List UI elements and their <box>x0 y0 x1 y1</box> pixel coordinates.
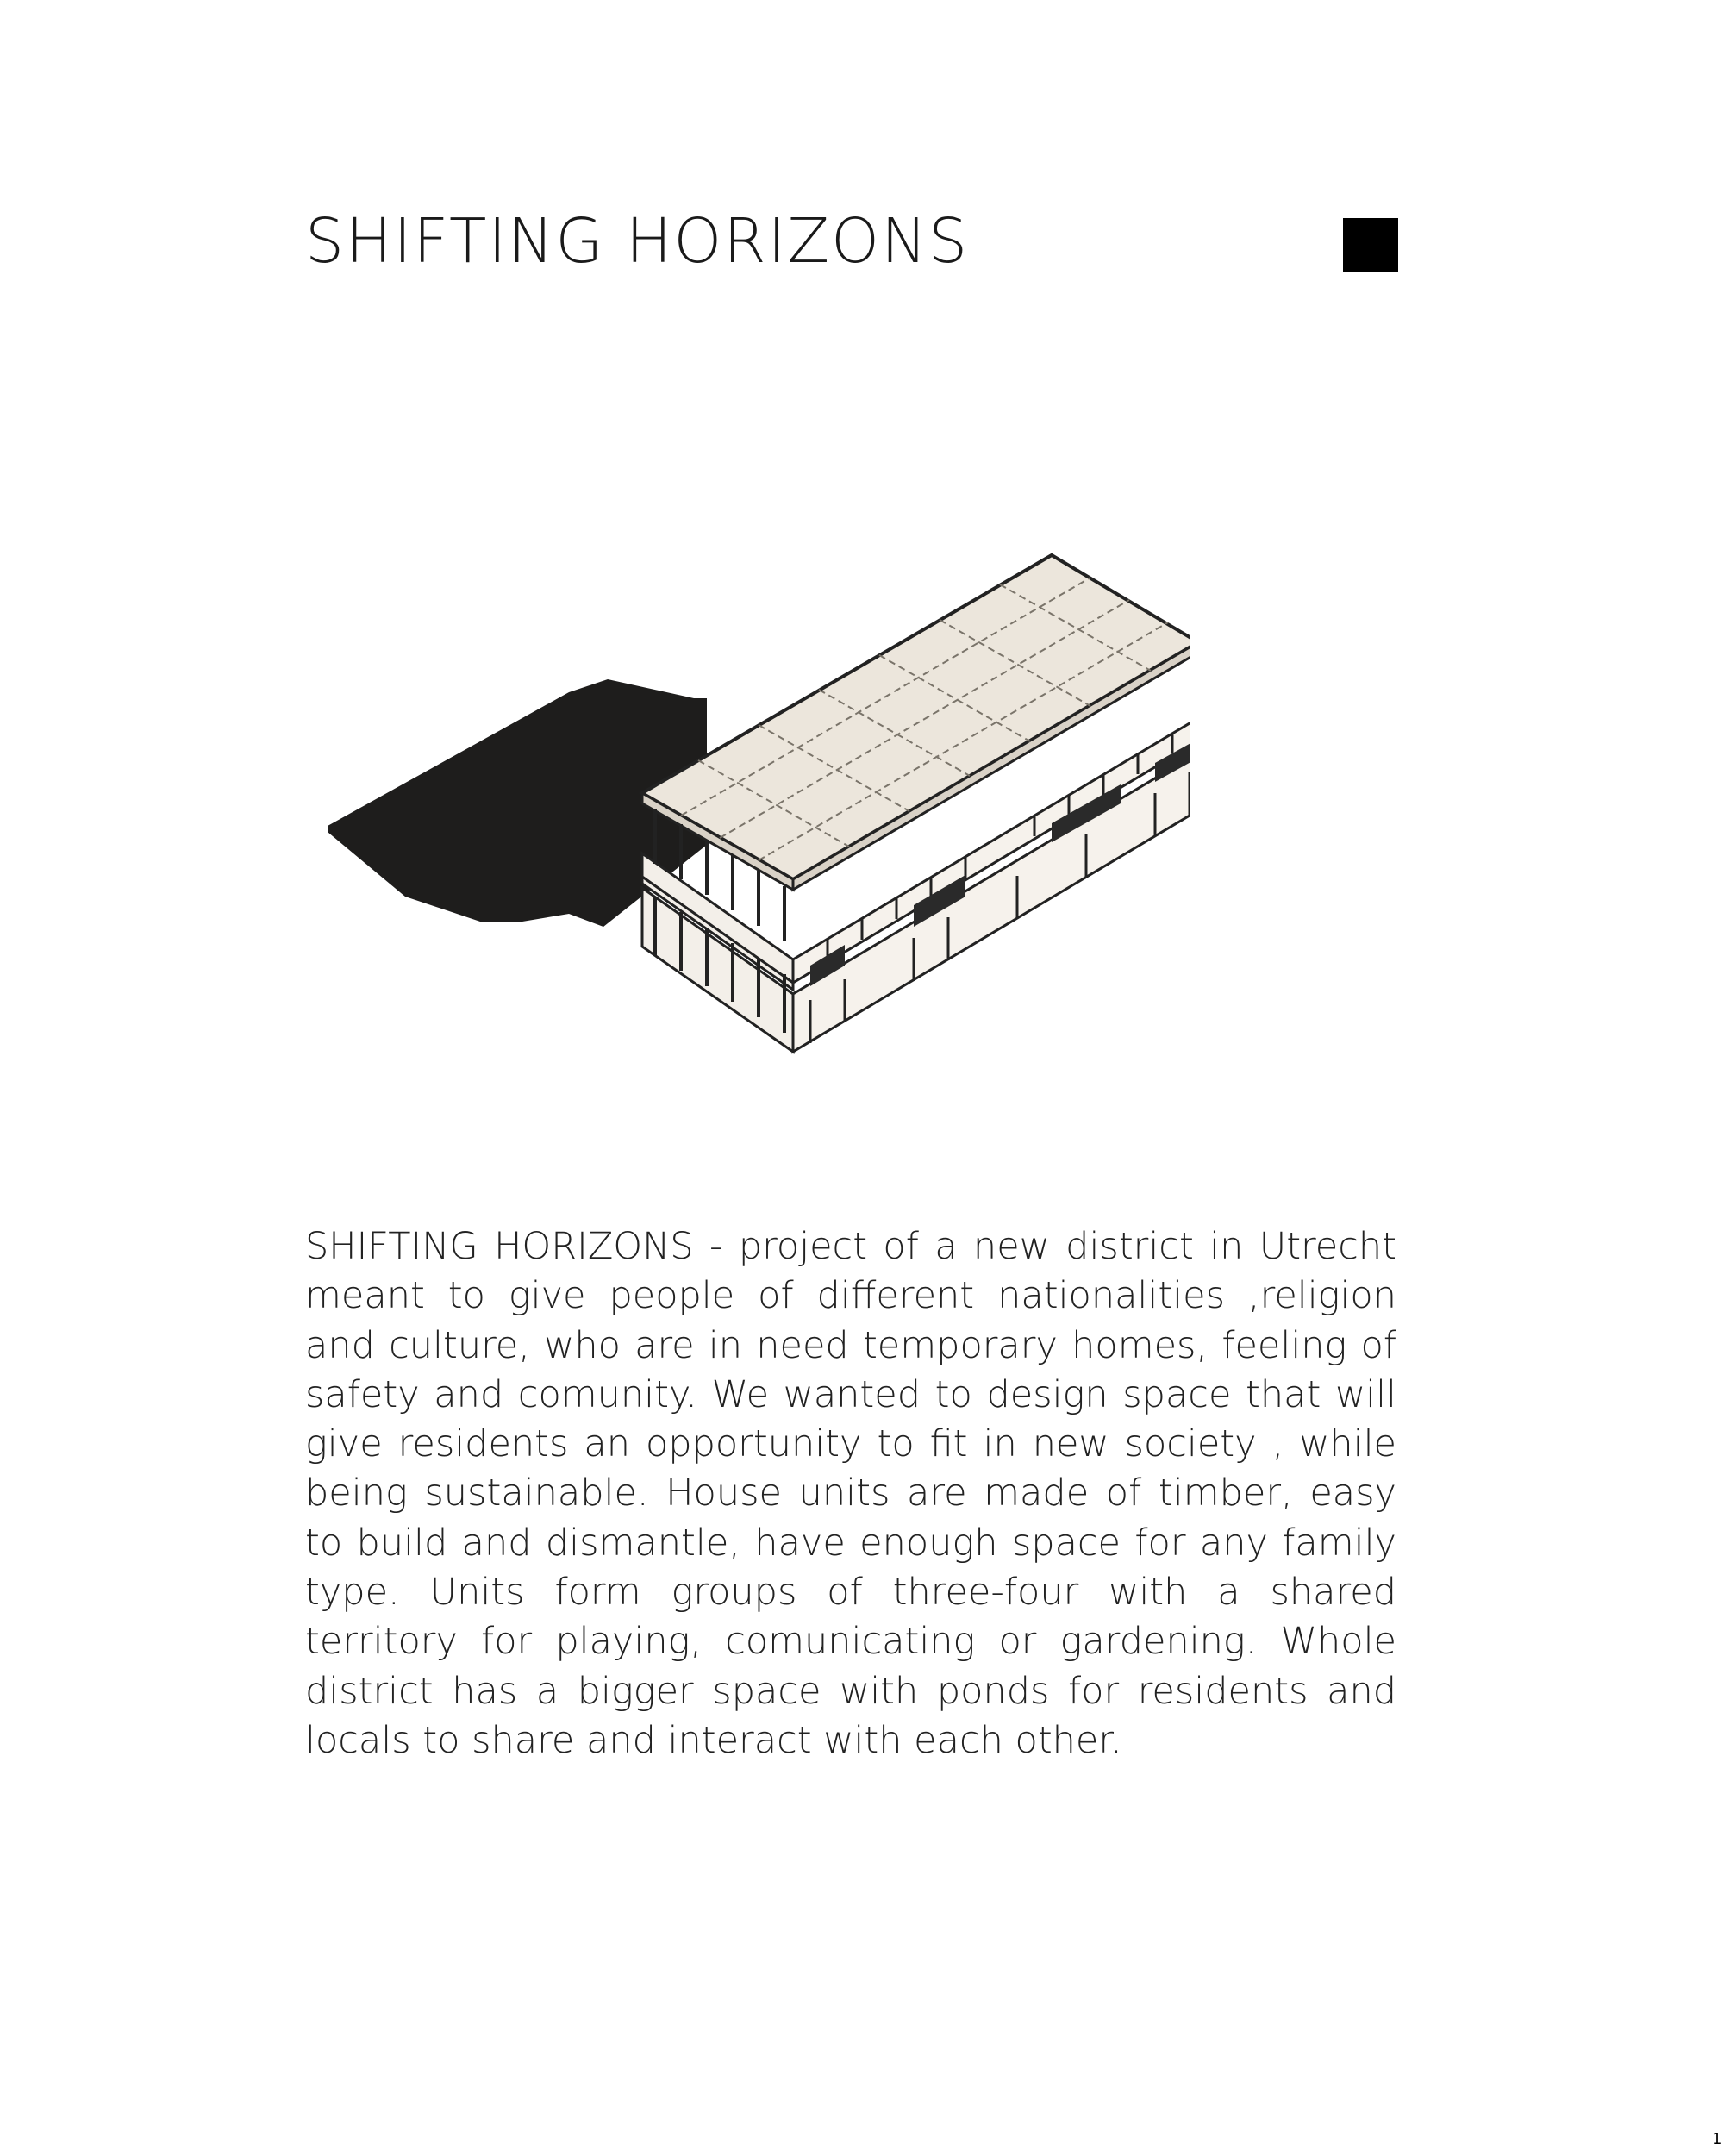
page-title: SHIFTING HORIZONS <box>305 205 970 277</box>
building-axonometric-illustration <box>310 534 1190 1069</box>
project-description: SHIFTING HORIZONS - project of a new district in Utrecht meant to give people of different nationalities ,religion and culture, who are in need temporary homes, feeling of safety and comunity. We wanted to design space that will give residents an opportunity to fit in new society , while being sustainable. House units are made of timber, easy to build and dismantle, have enough space for any family type. Units form groups of three-four with a shared territory for playing, comunicating or gardening. Whole district has a bigger space with ponds for residents and locals to share and interact with each other. <box>305 1225 1396 1762</box>
black-square-marker <box>1343 218 1398 272</box>
page-number: 1 <box>1712 2130 1722 2148</box>
